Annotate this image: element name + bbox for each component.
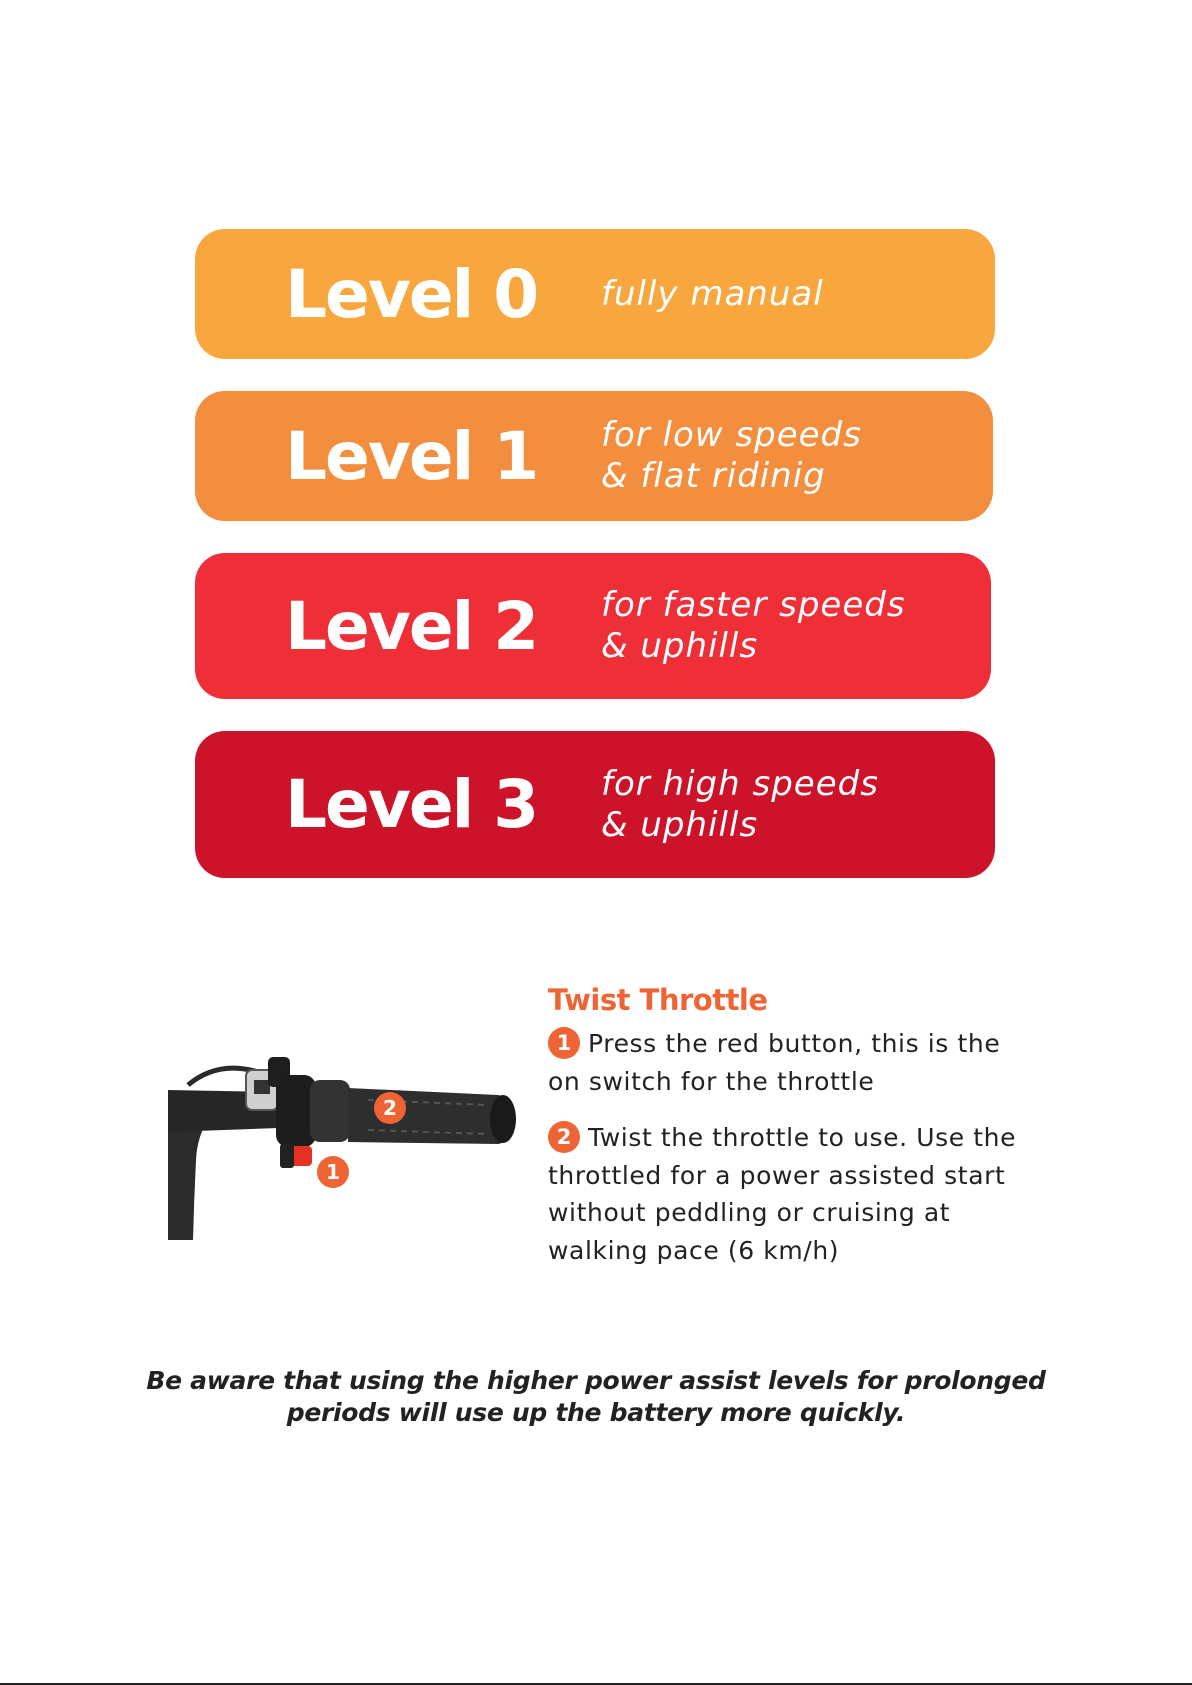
level-title: Level 3	[285, 766, 538, 843]
level-title: Level 2	[285, 587, 538, 665]
throttle-title: Twist Throttle	[548, 983, 768, 1017]
level-description	[601, 764, 879, 846]
warning-line: periods will use up the battery more quickly.	[286, 1398, 906, 1427]
level-description-line: & flat ridinig	[601, 456, 826, 496]
throttle-step-1	[548, 1025, 1038, 1100]
marker-2-label: 2	[383, 1096, 397, 1120]
throttle-step-2	[548, 1119, 1038, 1269]
battery-warning	[0, 1365, 1192, 1429]
level-description-line: & uphills	[601, 626, 759, 666]
level-description-line: for high speeds	[601, 763, 879, 804]
level-0-banner	[195, 229, 995, 359]
level-description-line: & uphills	[601, 804, 759, 845]
step-text: Press the red button, this is the on switch for the throttle	[548, 1029, 1001, 1096]
step-text: Twist the throttle to use. Use the throttled for a power assisted start without peddling or cruising at walking pace (6 km/h)	[548, 1123, 1017, 1265]
level-description	[601, 274, 824, 315]
level-title: Level 1	[285, 417, 538, 495]
throttle-handlebar-image	[168, 1050, 518, 1250]
level-title: Level 0	[285, 255, 538, 333]
step-number-badge: 1	[548, 1027, 580, 1059]
level-2-banner	[195, 553, 991, 699]
step-number-badge: 2	[548, 1121, 580, 1153]
level-description-line: for faster speeds	[601, 585, 906, 625]
level-3-banner	[195, 731, 995, 878]
level-description-line: for low speeds	[601, 415, 862, 455]
level-description	[601, 585, 906, 667]
level-1-banner	[195, 391, 993, 521]
warning-line: Be aware that using the higher power assist levels for prolonged	[146, 1366, 1046, 1395]
marker-1-label: 1	[326, 1160, 340, 1184]
level-description-line: fully manual	[601, 273, 824, 314]
level-description	[601, 415, 862, 497]
